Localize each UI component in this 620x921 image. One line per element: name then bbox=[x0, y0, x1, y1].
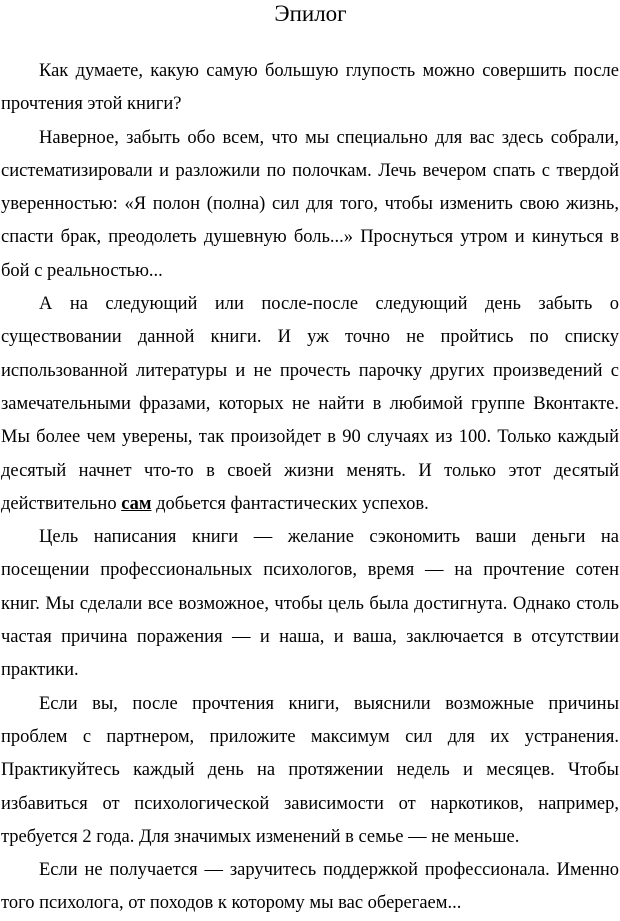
paragraph-2: Наверное, забыть обо всем, что мы специально для вас здесь собрали, систематизировали и разложили по полочкам. Лечь вечером спать с твердой уверенностью: «Я полон (полна) сил для того, чтобы изменить свою жизнь, спасти брак, преодолеть душевную боль...» Проснуться утром и кинуться в бой с реальностью... bbox=[1, 127, 619, 281]
paragraph-3-text-after: добьется фантастических успехов. bbox=[151, 493, 429, 514]
paragraph-3 bbox=[1, 288, 619, 521]
chapter-body bbox=[1, 55, 619, 921]
paragraph-4: Цель написания книги — желание сэкономить ваши деньги на посещении профессиональных психологов, время — на прочтение сотен книг. Мы сделали все возможное, чтобы цель была достигнута. Однако столь частая причина поражения — и наша, и ваша, заключается в отсутствии практики. bbox=[1, 527, 619, 681]
chapter-title: Эпилог bbox=[274, 1, 347, 26]
paragraph-5: Если вы, после прочтения книги, выяснили возможные причины проблем с партнером, приложите максимум сил для их устранения. Практикуйтесь каждый день на протяжении недель и месяцев. Чтобы избавиться от психологической зависимости от наркотиков, например, требуется 2 года. Для значимых изменений в семье — не меньше. bbox=[1, 693, 619, 847]
paragraph-1: Как думаете, какую самую большую глупость можно совершить после прочтения этой книги? bbox=[1, 61, 619, 115]
paragraph-3-text-before: А на следующий или после-после следующий день забыть о существовании данной книги. И уж точно не пройтись по списку использованной литературы и не прочесть парочку других произведений с замечательными фразами, которых не найти в любимой группе Вконтакте. Мы более чем уверены, так произойдет в 90 случаях из 100. Только каждый десятый начнет что-то в своей жизни менять. И только этот десятый действительно bbox=[1, 294, 619, 514]
emphasized-word: сам bbox=[121, 493, 152, 514]
paragraph-6: Если не получается — заручитесь поддержкой профессионала. Именно того психолога, от походов к которому мы вас оберегаем... bbox=[1, 860, 619, 914]
